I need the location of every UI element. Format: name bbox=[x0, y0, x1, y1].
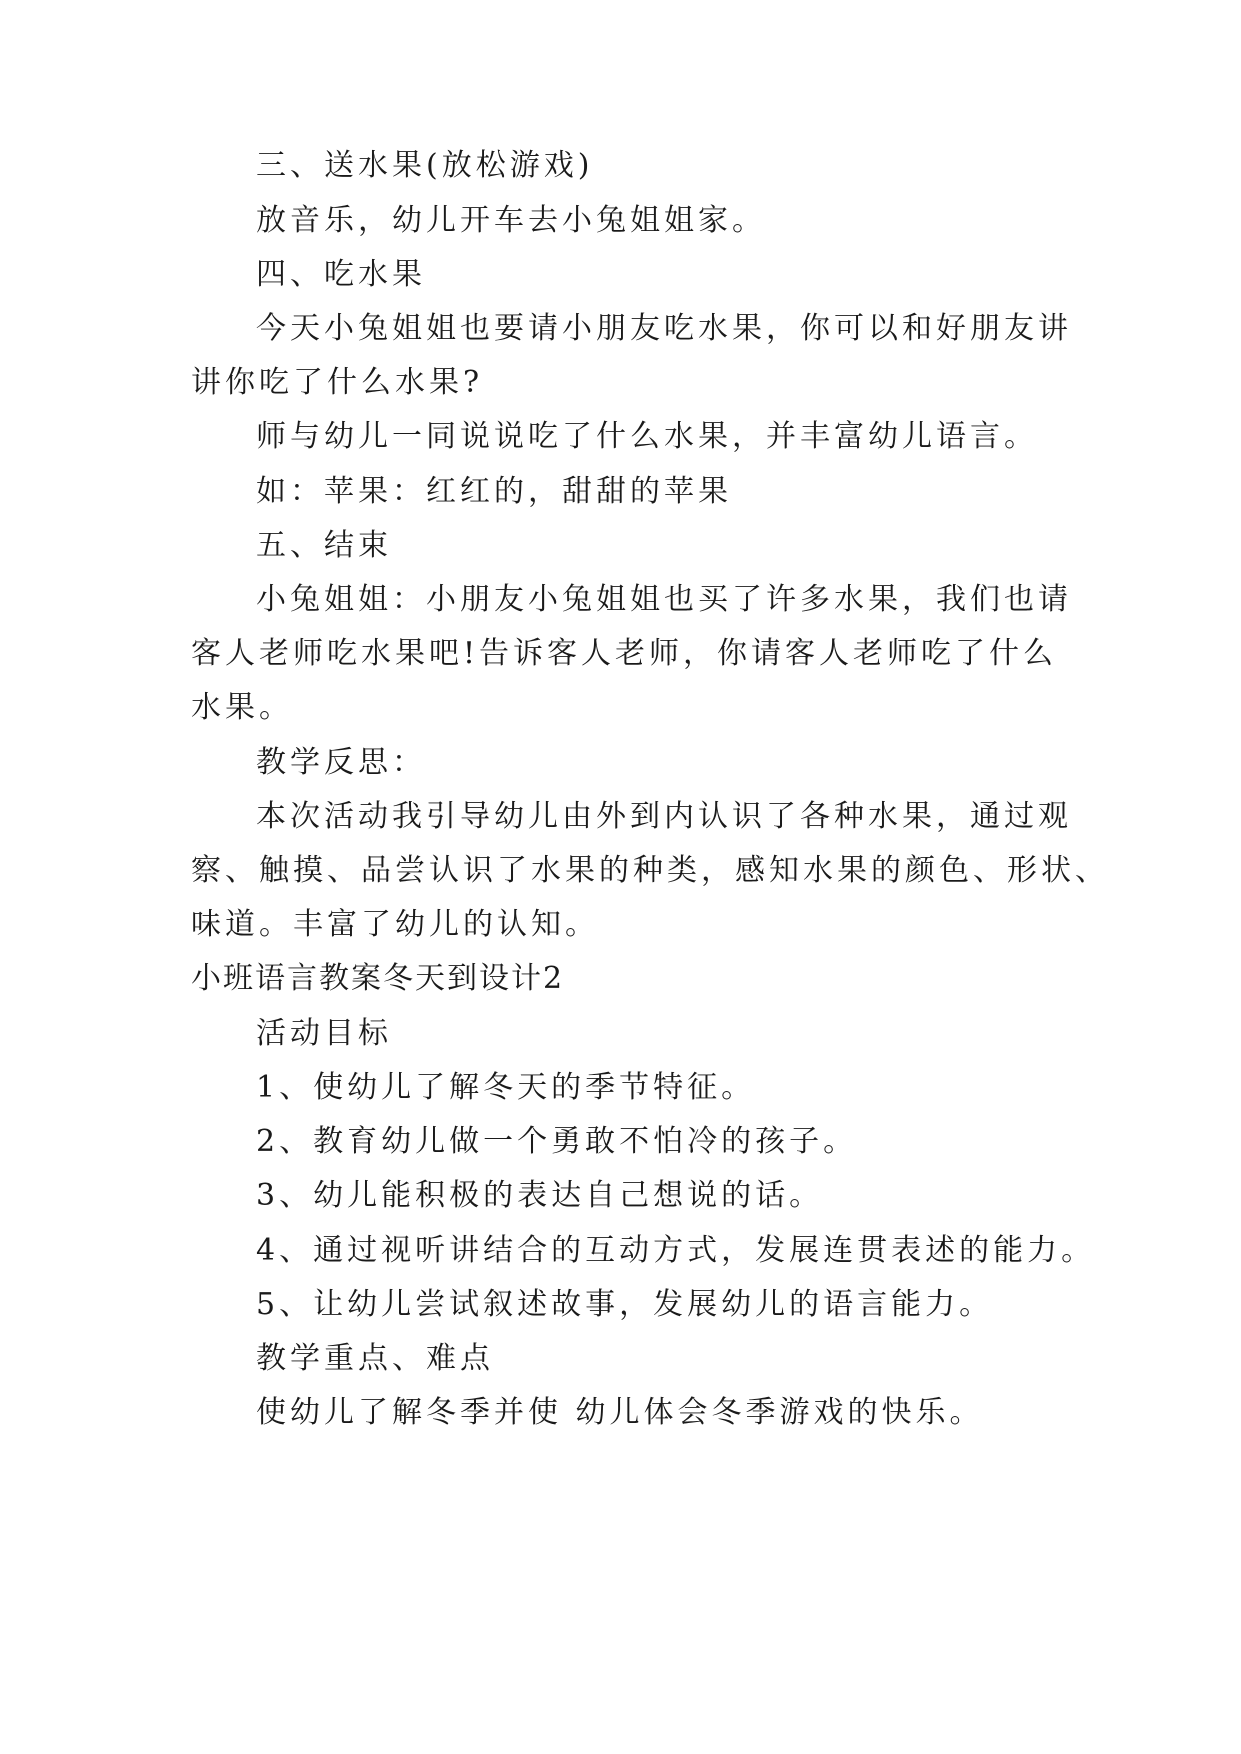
section-heading-key-points: 教学重点、难点 bbox=[256, 1341, 494, 1376]
section-heading-reflection: 教学反思： bbox=[256, 745, 426, 780]
paragraph-line: 如：苹果：红红的，甜甜的苹果 bbox=[256, 474, 732, 509]
list-item: 5、让幼儿尝试叙述故事，发展幼儿的语言能力。 bbox=[256, 1287, 994, 1322]
list-item: 1、使幼儿了解冬天的季节特征。 bbox=[256, 1070, 756, 1105]
paragraph-line: 客人老师吃水果吧!告诉客人老师，你请客人老师吃了什么 bbox=[191, 636, 1058, 671]
paragraph-line: 师与幼儿一同说说吃了什么水果，并丰富幼儿语言。 bbox=[256, 419, 1038, 454]
paragraph-line: 本次活动我引导幼儿由外到内认识了各种水果，通过观 bbox=[256, 799, 1072, 834]
list-item: 2、教育幼儿做一个勇敢不怕冷的孩子。 bbox=[256, 1124, 858, 1159]
list-item: 4、通过视听讲结合的互动方式，发展连贯表述的能力。 bbox=[256, 1233, 1096, 1268]
paragraph-line: 使幼儿了解冬季并使 幼儿体会冬季游戏的快乐。 bbox=[256, 1395, 984, 1430]
paragraph-line: 水果。 bbox=[191, 690, 293, 725]
paragraph-line: 察、触摸、品尝认识了水果的种类，感知水果的颜色、形状、 bbox=[191, 853, 1109, 888]
paragraph-line: 今天小兔姐姐也要请小朋友吃水果，你可以和好朋友讲 bbox=[256, 311, 1072, 346]
section-heading-send-fruit: 三、送水果(放松游戏) bbox=[256, 148, 594, 183]
list-item: 3、幼儿能积极的表达自己想说的话。 bbox=[256, 1178, 824, 1213]
section-heading-goals: 活动目标 bbox=[256, 1016, 392, 1051]
paragraph-line: 讲你吃了什么水果? bbox=[191, 365, 484, 400]
paragraph-line: 味道。丰富了幼儿的认知。 bbox=[191, 907, 599, 942]
section-heading-end: 五、结束 bbox=[256, 528, 392, 563]
document-title: 小班语言教案冬天到设计2 bbox=[191, 961, 565, 996]
paragraph-line: 小兔姐姐：小朋友小兔姐姐也买了许多水果，我们也请 bbox=[256, 582, 1072, 617]
paragraph-line: 放音乐，幼儿开车去小兔姐姐家。 bbox=[256, 203, 766, 238]
section-heading-eat-fruit: 四、吃水果 bbox=[256, 257, 426, 292]
